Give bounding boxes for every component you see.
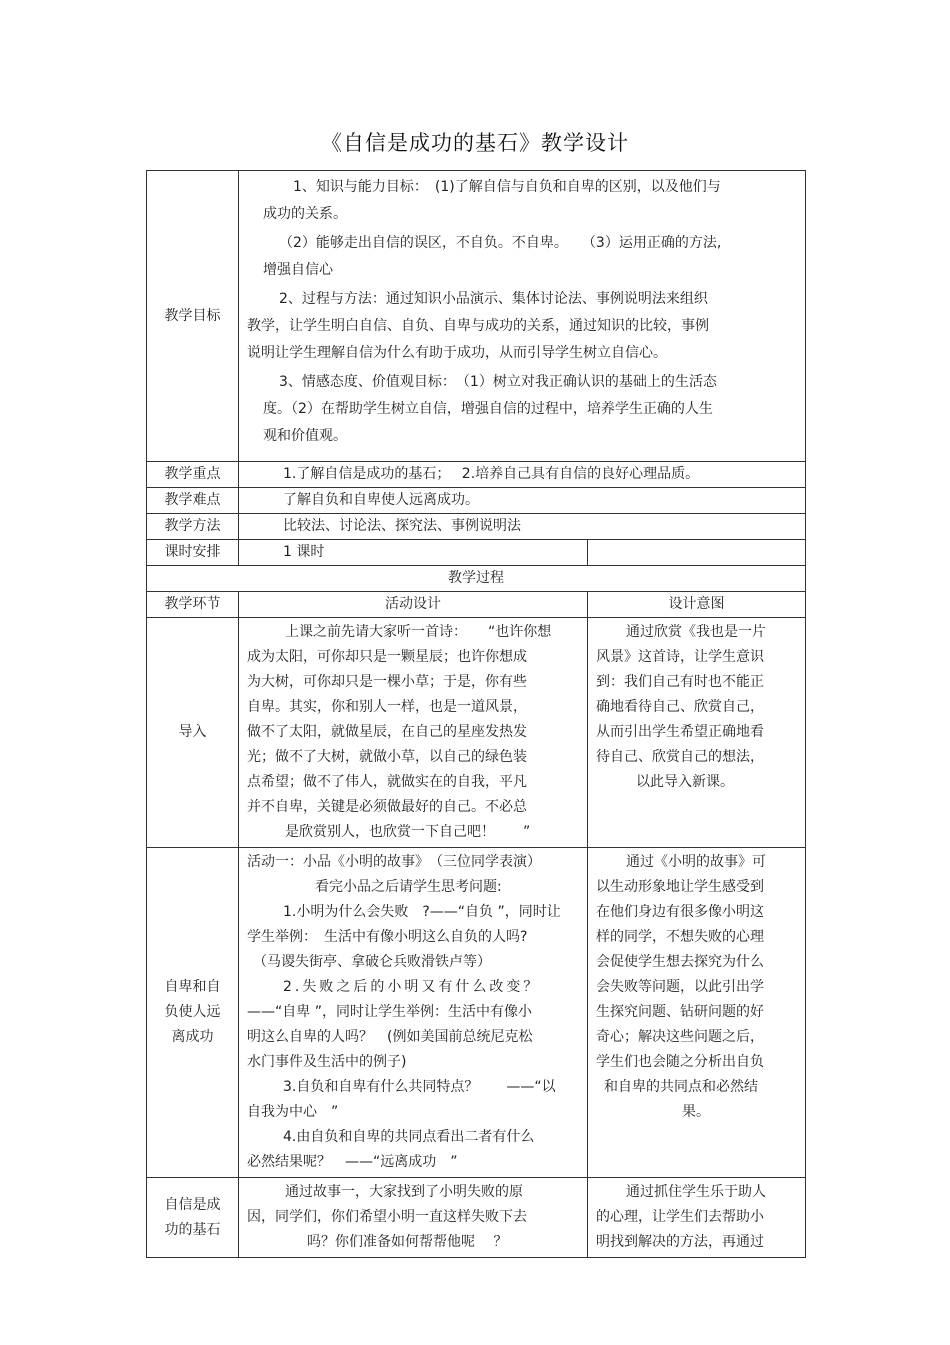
lesson-plan-table: [146, 170, 806, 1258]
section3-label: [147, 1178, 239, 1258]
goal-line: 成功的关系。: [263, 206, 347, 222]
activity-line: 成为太阳，可你却只是一颗星辰；也许你想成: [247, 649, 527, 665]
header-stage: 教学环节: [147, 592, 239, 618]
schedule-label: 课时安排: [147, 540, 239, 566]
section2-activity: [239, 848, 588, 1178]
goal-line: 度。（2）在帮助学生树立自信，增强自信的过程中，培养学生正确的人生: [263, 401, 713, 417]
section3-activity: [239, 1178, 588, 1258]
activity-line: 因，同学们，你们希望小明一直这样失败下去: [247, 1209, 527, 1225]
intent-line: 样的同学，不想失败的心理: [596, 929, 764, 945]
goal-line: 1、知识与能力目标： (1)了解自信与自负和自卑的区别，以及他们与: [293, 179, 721, 195]
activity-line: 4.由自负和自卑的共同点看出二者有什么: [283, 1129, 535, 1145]
method-value: 比较法、讨论法、探究法、事例说明法: [239, 514, 806, 540]
goal-line: 观和价值观。: [263, 428, 347, 444]
intro-activity: [239, 618, 588, 848]
intent-line: 通过抓住学生乐于助人: [626, 1184, 766, 1200]
schedule-row: [147, 540, 806, 566]
intent-line: 以生动形象地让学生感受到: [596, 879, 764, 895]
activity-line: 1.小明为什么会失败 ?——“自负 ”，同时让: [283, 904, 561, 920]
difficulty-row: [147, 488, 806, 514]
activity-line: 2.失败之后的小明又有什么改变？: [283, 979, 541, 995]
method-label: 教学方法: [147, 514, 239, 540]
intent-line: 确地看待自己、欣赏自己，: [596, 699, 764, 715]
activity-line: 上课之前先请大家听一首诗： “也许你想: [285, 624, 552, 640]
goals-content: [239, 171, 806, 462]
header-activity: 活动设计: [239, 592, 588, 618]
difficulty-label: 教学难点: [147, 488, 239, 514]
label-line: 自卑和自: [164, 979, 221, 995]
intent-line: 风景》这首诗，让学生意识: [596, 649, 764, 665]
intent-line: 通过《小明的故事》可: [626, 854, 766, 870]
schedule-empty-cell: [588, 540, 806, 566]
activity-line: 是欣赏别人，也欣赏一下自己吧！ ”: [285, 824, 531, 840]
activity-line: 点希望；做不了伟人，就做实在的自我，平凡: [247, 774, 527, 790]
page-title: 《自信是成功的基石》教学设计: [321, 131, 629, 155]
activity-line: 看完小品之后请学生思考问题:: [315, 879, 502, 895]
goal-line: 3、情感态度、价值观目标： （1）树立对我正确认识的基础上的生活态: [279, 374, 717, 390]
key-point-label: 教学重点: [147, 462, 239, 488]
activity-line: 为大树，可你却只是一棵小草；于是，你有些: [247, 674, 527, 690]
section3-row: [147, 1178, 806, 1258]
process-heading-row: [147, 566, 806, 592]
goal-line: 教学，让学生明白自信、自负、自卑与成功的关系，通过知识的比较，事例: [247, 318, 709, 334]
activity-line: 自我为中心 ”: [247, 1104, 339, 1120]
activity-line: （马谡失街亭、拿破仑兵败滑铁卢等）: [253, 954, 491, 970]
goals-row: [147, 171, 806, 462]
section2-intent: [588, 848, 806, 1178]
intent-line: 学生们也会随之分析出自负: [596, 1054, 764, 1070]
section2-label: [147, 848, 239, 1178]
intent-line: 待自己、欣赏自己的想法，: [596, 749, 764, 765]
activity-line: 吗？你们准备如何帮帮他呢 ？: [307, 1234, 508, 1250]
activity-line: 学生举例： 生活中有像小明这么自负的人吗?: [247, 929, 528, 945]
activity-line: 自卑。其实，你和别人一样，也是一道风景，: [247, 699, 527, 715]
key-point-value: 1.了解自信是成功的基石； 2.培养自己具有自信的良好心理品质。: [239, 462, 806, 488]
intent-line: 会失败等问题，以此引出学: [596, 979, 764, 995]
intent-line: 从而引出学生希望正确地看: [596, 724, 764, 740]
label-line: 负使人远: [164, 1004, 221, 1020]
goals-label: 教学目标: [147, 171, 239, 462]
intro-intent: [588, 618, 806, 848]
goal-line: （2）能够走出自信的误区，不自负。不自卑。 （3）运用正确的方法,: [279, 235, 722, 251]
intent-line: 生探究问题、钻研问题的好: [596, 1004, 764, 1020]
goal-line: 说明让学生理解自信为什么有助于成功，从而引导学生树立自信心。: [247, 345, 667, 361]
section2-row: [147, 848, 806, 1178]
intent-line: 以此导入新课。: [636, 774, 734, 790]
activity-line: 光；做不了大树，就做小草，以自己的绿色装: [247, 749, 527, 765]
activity-line: 明这么自卑的人吗？ (例如美国前总统尼克松: [247, 1029, 533, 1045]
intent-line: 果。: [682, 1104, 710, 1120]
intent-line: 和自卑的共同点和必然结: [604, 1079, 758, 1095]
method-row: [147, 514, 806, 540]
goal-line: 增强自信心: [263, 262, 333, 278]
activity-line: ——“自卑 ”，同时让学生举例：生活中有像小: [247, 1004, 532, 1020]
goal-line: 2、过程与方法：通过知识小品演示、集体讨论法、事例说明法来组织: [279, 291, 708, 307]
activity-line: 3.自负和自卑有什么共同特点？ ——“以: [283, 1079, 556, 1095]
activity-line: 活动一：小品《小明的故事》 （三位同学表演）: [247, 854, 541, 870]
activity-line: 必然结果呢？ ——“远离成功 ”: [247, 1154, 458, 1170]
intro-label: 导入: [147, 618, 239, 848]
section3-intent: [588, 1178, 806, 1258]
difficulty-value: 了解自负和自卑使人远离成功。: [239, 488, 806, 514]
label-line: 离成功: [171, 1029, 214, 1045]
label-line: 功的基石: [164, 1221, 221, 1238]
intent-line: 奇心；解决这些问题之后，: [596, 1029, 764, 1045]
header-intent: 设计意图: [588, 592, 806, 618]
intent-line: 明找到解决的方法，再通过: [596, 1234, 764, 1250]
activity-line: 做不了太阳，就做星辰，在自己的星座发热发: [247, 724, 527, 740]
process-header-row: [147, 592, 806, 618]
intro-row: [147, 618, 806, 848]
key-point-row: [147, 462, 806, 488]
schedule-value: 1 课时: [239, 540, 588, 566]
intent-line: 的心理，让学生们去帮助小: [596, 1209, 764, 1225]
activity-line: 通过故事一，大家找到了小明失败的原: [285, 1184, 523, 1200]
activity-line: 并不自卑，关键是必须做最好的自己。不必总: [247, 799, 527, 815]
intent-line: 通过欣赏《我也是一片: [626, 624, 766, 640]
label-line: 自信是成: [164, 1196, 221, 1213]
intent-line: 到：我们自己有时也不能正: [596, 674, 764, 690]
process-heading: 教学过程: [147, 566, 806, 592]
intent-line: 在他们身边有很多像小明这: [596, 904, 764, 920]
activity-line: 水门事件及生活中的例子): [247, 1054, 407, 1070]
intent-line: 会促使学生想去探究为什么: [596, 954, 764, 970]
